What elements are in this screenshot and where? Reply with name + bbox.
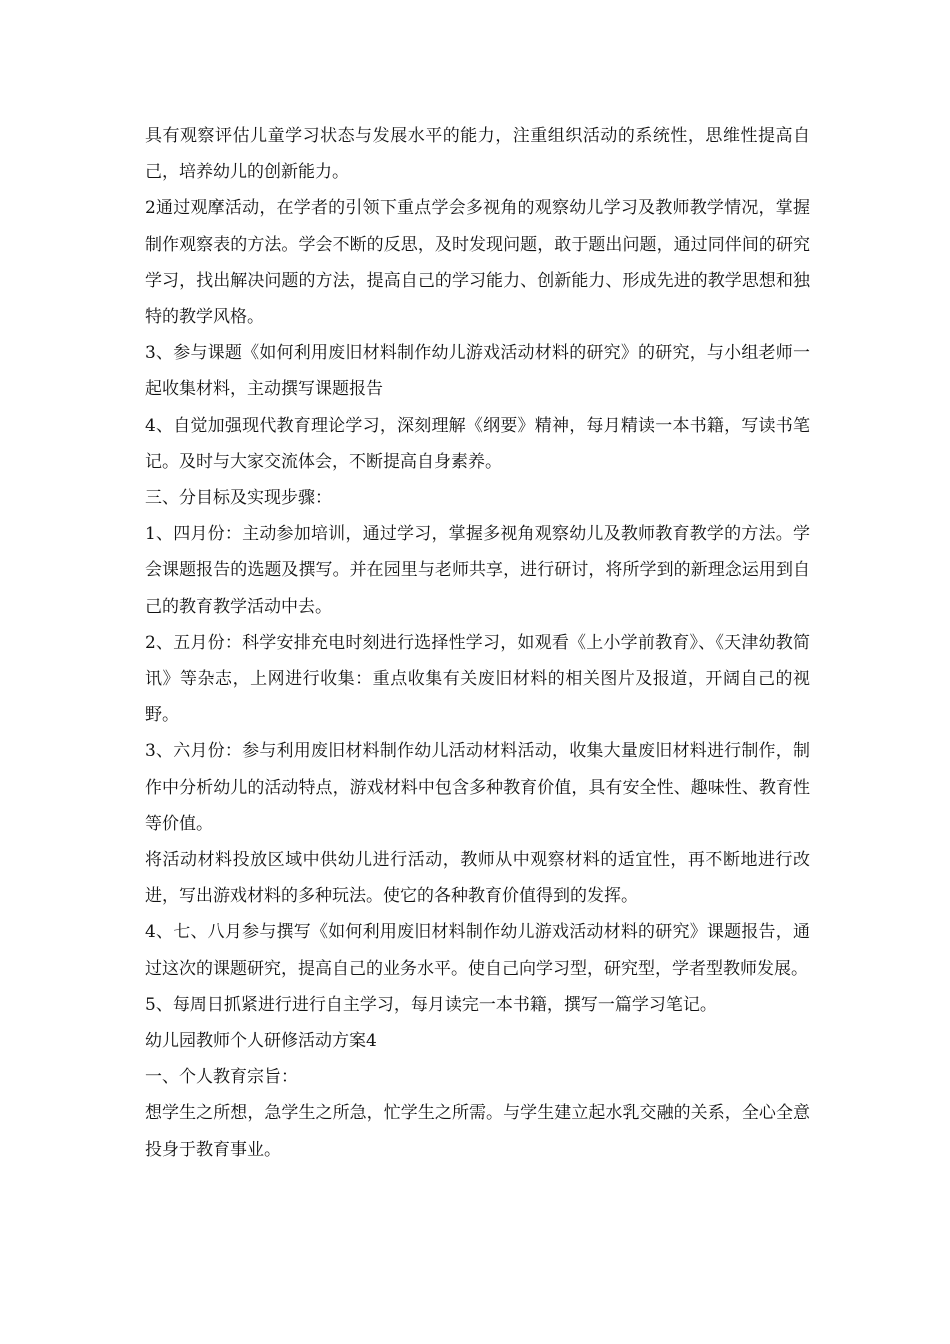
paragraph-observation-ability: 具有观察评估儿童学习状态与发展水平的能力，注重组织活动的系统性，思维性提高自己，培养幼儿的创新能力。 [145,126,810,183]
paragraph-step-april: 1、四月份：主动参加培训，通过学习，掌握多视角观察幼儿及教师教育教学的方法。学会课题报告的选题及撰写。并在园里与老师共享，进行研讨，将所学到的新理念运用到自己的教育教学活动中去。 [145,524,810,617]
paragraph-step-weekly: 5、每周日抓紧进行进行自主学习，每月读完一本书籍，撰写一篇学习笔记。 [145,994,717,1015]
paragraph-goal-4: 4、自觉加强现代教育理论学习，深刻理解《纲要》精神，每月精读一本书籍，写读书笔记。及时与大家交流体会，不断提高自身素养。 [145,415,810,472]
section-heading-teaching-purpose: 一、个人教育宗旨： [145,1067,298,1088]
paragraph-step-july-august: 4、七、八月参与撰写《如何利用废旧材料制作幼儿游戏活动材料的研究》课题报告，通过这次的课题研究，提高自己的业务水平。使自己向学习型，研究型，学者型教师发展。 [145,922,810,979]
paragraph-step-may: 2、五月份：科学安排充电时刻进行选择性学习，如观看《上小学前教育》、《天津幼教简讯》等杂志，上网进行收集：重点收集有关废旧材料的相关图片及报道，开阔自己的视野。 [145,632,810,726]
paragraph-step-june: 3、六月份：参与利用废旧材料制作幼儿活动材料活动，收集大量废旧材料进行制作，制作中分析幼儿的活动特点，游戏材料中包含多种教育价值，具有安全性、趣味性、教育性等价值。 [145,741,810,834]
plan-title: 幼儿园教师个人研修活动方案4 [145,1031,377,1052]
paragraph-step-june-continued: 将活动材料投放区域中供幼儿进行活动，教师从中观察材料的适宜性，再不断地进行改进，写出游戏材料的多种玩法。使它的各种教育价值得到的发挥。 [145,850,810,907]
paragraph-goal-3: 3、参与课题《如何利用废旧材料制作幼儿游戏活动材料的研究》的研究，与小组老师一起收集材料，主动撰写课题报告 [145,343,810,400]
paragraph-teaching-purpose: 想学生之所想，急学生之所急，忙学生之所需。与学生建立起水乳交融的关系，全心全意投身于教育事业。 [145,1103,810,1160]
paragraph-goal-2: 2通过观摩活动，在学者的引领下重点学会多视角的观察幼儿学习及教师教学情况，掌握制作观察表的方法。学会不断的反思，及时发现问题，敢于题出问题，通过同伴间的研究学习，找出解决问题的方法，提高自己的学习能力、创新能力、形成先进的教学思想和独特的教学风格。 [145,198,810,328]
section-heading-sub-goals: 三、分目标及实现步骤： [145,488,332,509]
document-body [145,118,810,1168]
